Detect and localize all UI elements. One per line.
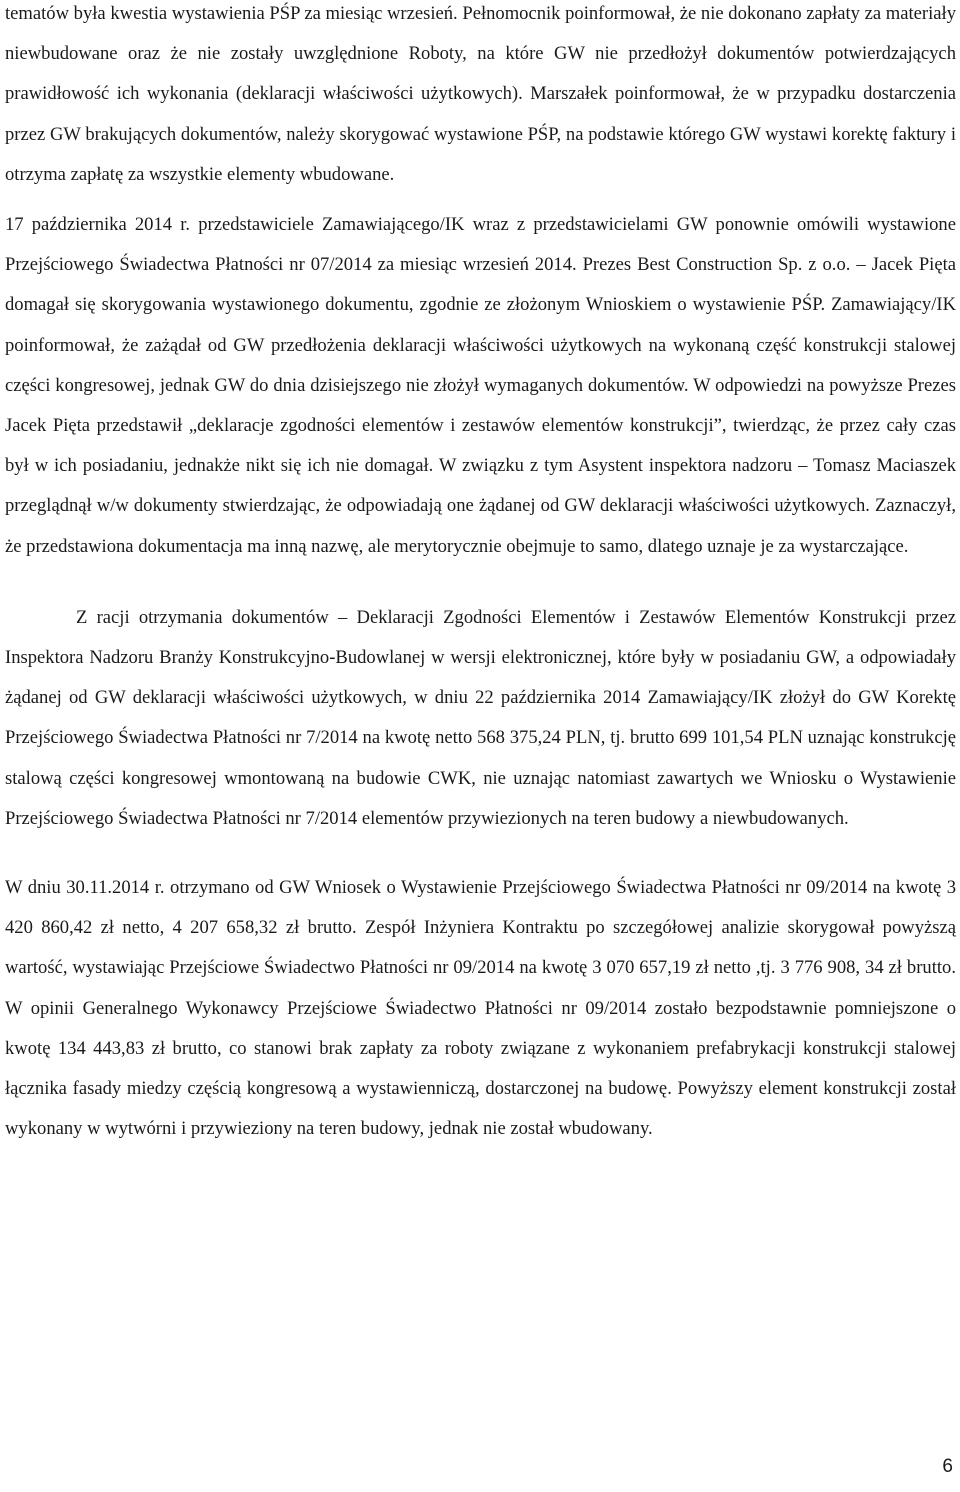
paragraph-date-lead: 17 października 2014 r. — [5, 214, 191, 236]
paragraph-documents-received — [5, 598, 956, 839]
paragraph-november-30-application — [5, 868, 956, 1149]
paragraph-payment-discussion — [5, 0, 956, 195]
paragraph-text: W dniu 30.11.2014 r. otrzymano od GW Wniosek o Wystawienie Przejściowego Świadectwa Płatności nr 09/2014 na kwotę 3 420 860,42 zł netto, 4 207 658,32 zł brutto. Zespół Inżyniera Kontraktu po szczegółowej analizie skorygował powyższą wartość, wystawiając Przejściowe Świadectwo Płatności nr 09/2014 na kwotę 3 070 657,19 zł netto ,tj. 3 776 908, 34 zł brutto. W opinii Generalnego Wykonawcy Przejściowe Świadectwo Płatności nr 09/2014 zostało bezpodstawnie pomniejszone o kwotę 134 443,83 zł brutto, co stanowi brak zapłaty za roboty związane z wykonaniem prefabrykacji konstrukcji stalowej łącznika fasady miedzy częścią kongresową a wystawienniczą, dostarczonej na budowę. Powyższy element konstrukcji został wykonany w wytwórni i przywieziony na teren budowy, jednak nie został wbudowany. — [5, 877, 956, 1140]
paragraph-october-17-meeting — [5, 205, 956, 567]
page-number: 6 — [942, 1456, 953, 1477]
paragraph-text: Z racji otrzymania dokumentów – Deklaracji Zgodności Elementów i Zestawów Elementów Konstrukcji przez Inspektora Nadzoru Branży Konstrukcyjno-Budowlanej w wersji elektronicznej, które były w posiadaniu GW, a odpowiadały żądanej od GW deklaracji właściwości użytkowych, w dniu 22 października 2014 Zamawiający/IK złożył do GW Korektę Przejściowego Świadectwa Płatności nr 7/2014 na kwotę netto 568 375,24 PLN, tj. brutto 699 101,54 PLN uznając konstrukcję stalową części kongresowej wmontowaną na budowie CWK, nie uznając natomiast zawartych we Wniosku o Wystawienie Przejściowego Świadectwa Płatności nr 7/2014 elementów przywiezionych na teren budowy a niewbudowanych. — [5, 606, 956, 829]
paragraph-text: przedstawiciele Zamawiającego/IK wraz z przedstawicielami GW ponownie omówili wystawione Przejściowego Świadectwa Płatności nr 07/2014 za miesiąc wrzesień 2014. Prezes Best Construction Sp. z o.o. – Jacek Pięta domagał się skorygowania wystawionego dokumentu, zgodnie ze złożonym Wnioskiem o wystawienie PŚP. Zamawiający/IK poinformował, że zażądał od GW przedłożenia deklaracji właściwości użytkowych na wykonaną część konstrukcji stalowej części kongresowej, jednak GW do dnia dzisiejszego nie złożył wymaganych dokumentów. W odpowiedzi na powyższe Prezes Jacek Pięta przedstawił „deklaracje zgodności elementów i zestawów elementów konstrukcji”, twierdząc, że przez cały czas był w ich posiadaniu, jednakże nikt się ich nie domagał. W związku z tym Asystent inspektora nadzoru – Tomasz Maciaszek przeglądnął w/w dokumenty stwierdzając, że odpowiadają one żądanej od GW deklaracji właściwości użytkowych. Zaznaczył, że przedstawiona dokumentacja ma inną nazwę, ale merytorycznie obejmuje to samo, dlatego uznaje je za wystarczające. — [5, 214, 956, 557]
paragraph-text: tematów była kwestia wystawienia PŚP za miesiąc wrzesień. Pełnomocnik poinformował, że nie dokonano zapłaty za materiały niewbudowane oraz że nie zostały uwzględnione Roboty, na które GW nie przedłożył dokumentów potwierdzających prawidłowość ich wykonania (deklaracji właściwości użytkowych). Marszałek poinformował, że w przypadku dostarczenia przez GW brakujących dokumentów, należy skorygować wystawione PŚP, na podstawie którego GW wystawi korektę faktury i otrzyma zapłatę za wszystkie elementy wbudowane. — [5, 3, 956, 185]
